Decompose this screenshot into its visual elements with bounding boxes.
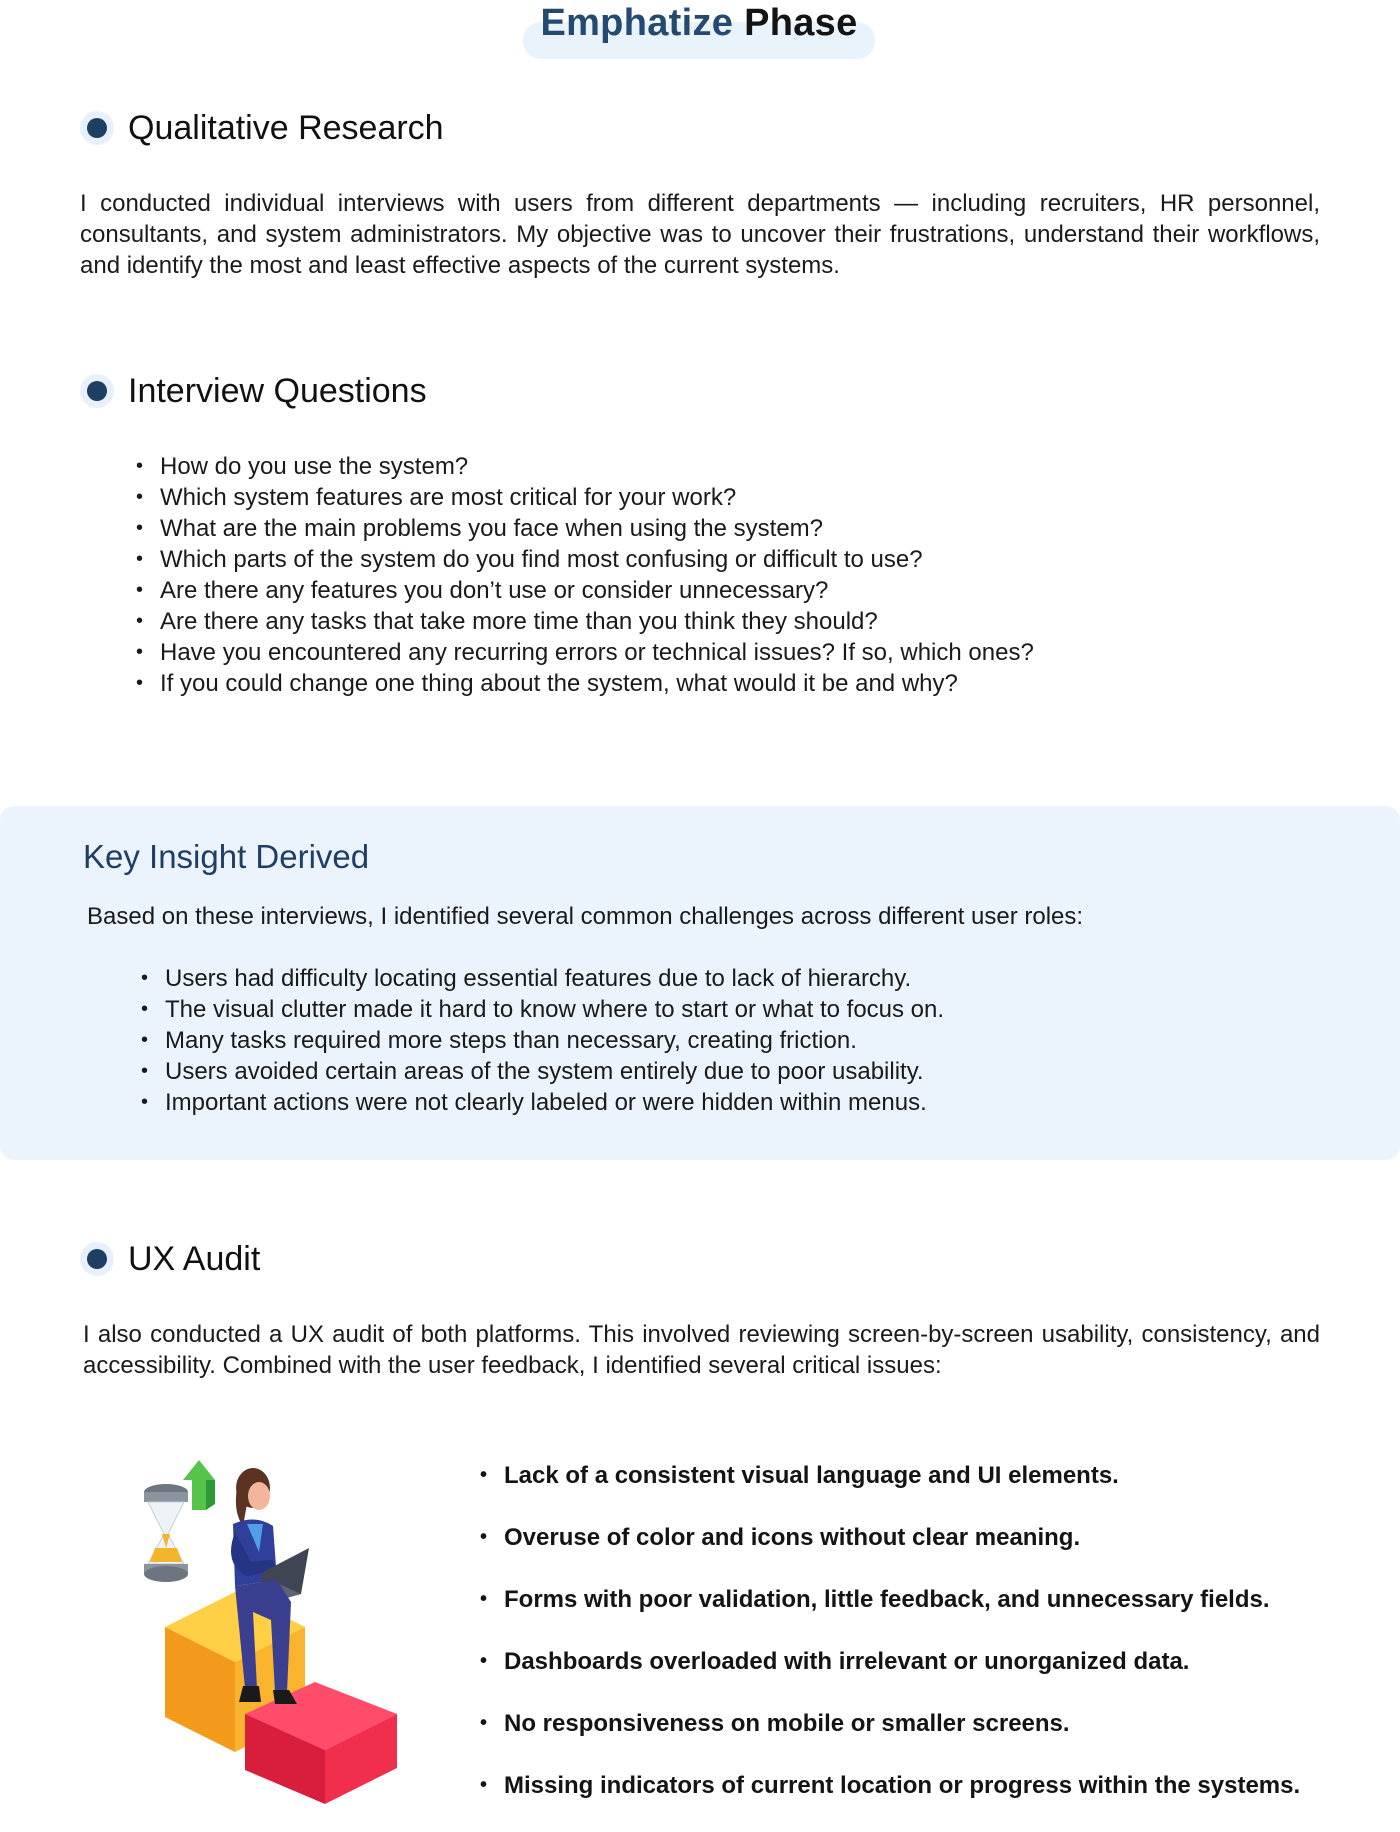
ux-audit-issues-list [478, 1460, 1300, 1832]
list-item: • Missing indicators of current location or progress within the systems. [478, 1770, 1300, 1832]
woman-laptop-hourglass-illustration [135, 1452, 407, 1804]
page-title-accent: Emphatize [540, 2, 734, 44]
list-item: • Are there any tasks that take more time than you think they should? [136, 606, 1034, 637]
list-item: • Forms with poor validation, little feedback, and unnecessary fields. [478, 1584, 1300, 1646]
list-item: • Are there any features you don’t use or consider unnecessary? [136, 575, 1034, 606]
list-item: • Users avoided certain areas of the system entirely due to poor usability. [141, 1056, 944, 1087]
qualitative-research-paragraph: I conducted individual interviews with users from different departments — including recruiters, HR personnel, consultants, and system administrators. My objective was to uncover their frustrations, understand their workflows, and identify the most and least effective aspects of the current systems. [80, 190, 1320, 279]
list-item: • Which parts of the system do you find most confusing or difficult to use? [136, 544, 1034, 575]
list-item: • What are the main problems you face when using the system? [136, 513, 1034, 544]
interview-questions-list [136, 451, 1034, 699]
list-item: • Lack of a consistent visual language and UI elements. [478, 1460, 1300, 1522]
key-insight-intro: Based on these interviews, I identified several common challenges across different user roles: [87, 903, 1084, 930]
page-header [0, 0, 1400, 60]
list-item: • No responsiveness on mobile or smaller screens. [478, 1708, 1300, 1770]
section-header-interview-questions [80, 371, 427, 411]
page-title [0, 2, 1398, 45]
list-item: • Which system features are most critical for your work? [136, 482, 1034, 513]
list-item: • Important actions were not clearly labeled or were hidden within menus. [141, 1087, 944, 1118]
page-title-rest: Phase [744, 2, 858, 44]
list-item: • Have you encountered any recurring errors or technical issues? If so, which ones? [136, 637, 1034, 668]
ux-audit-paragraph: I also conducted a UX audit of both platforms. This involved reviewing screen-by-screen usability, consistency, and accessibility. Combined with the user feedback, I identified several critical issues: [83, 1321, 1320, 1379]
section-title: Interview Questions [128, 371, 427, 410]
list-item: • Dashboards overloaded with irrelevant or unorganized data. [478, 1646, 1300, 1708]
section-header-qualitative-research [80, 108, 444, 148]
section-header-ux-audit [80, 1239, 260, 1279]
key-insight-list [141, 963, 944, 1118]
list-item: • The visual clutter made it hard to know where to start or what to focus on. [141, 994, 944, 1025]
dot-bullet-icon [80, 111, 114, 145]
section-title: Qualitative Research [128, 108, 444, 147]
list-item: • How do you use the system? [136, 451, 1034, 482]
section-title: UX Audit [128, 1239, 261, 1278]
list-item: • Users had difficulty locating essential features due to lack of hierarchy. [141, 963, 944, 994]
dot-bullet-icon [80, 1242, 114, 1276]
key-insight-title: Key Insight Derived [83, 838, 370, 875]
dot-bullet-icon [80, 374, 114, 408]
list-item: • If you could change one thing about the system, what would it be and why? [136, 668, 1034, 699]
list-item: • Overuse of color and icons without clear meaning. [478, 1522, 1300, 1584]
list-item: • Many tasks required more steps than necessary, creating friction. [141, 1025, 944, 1056]
